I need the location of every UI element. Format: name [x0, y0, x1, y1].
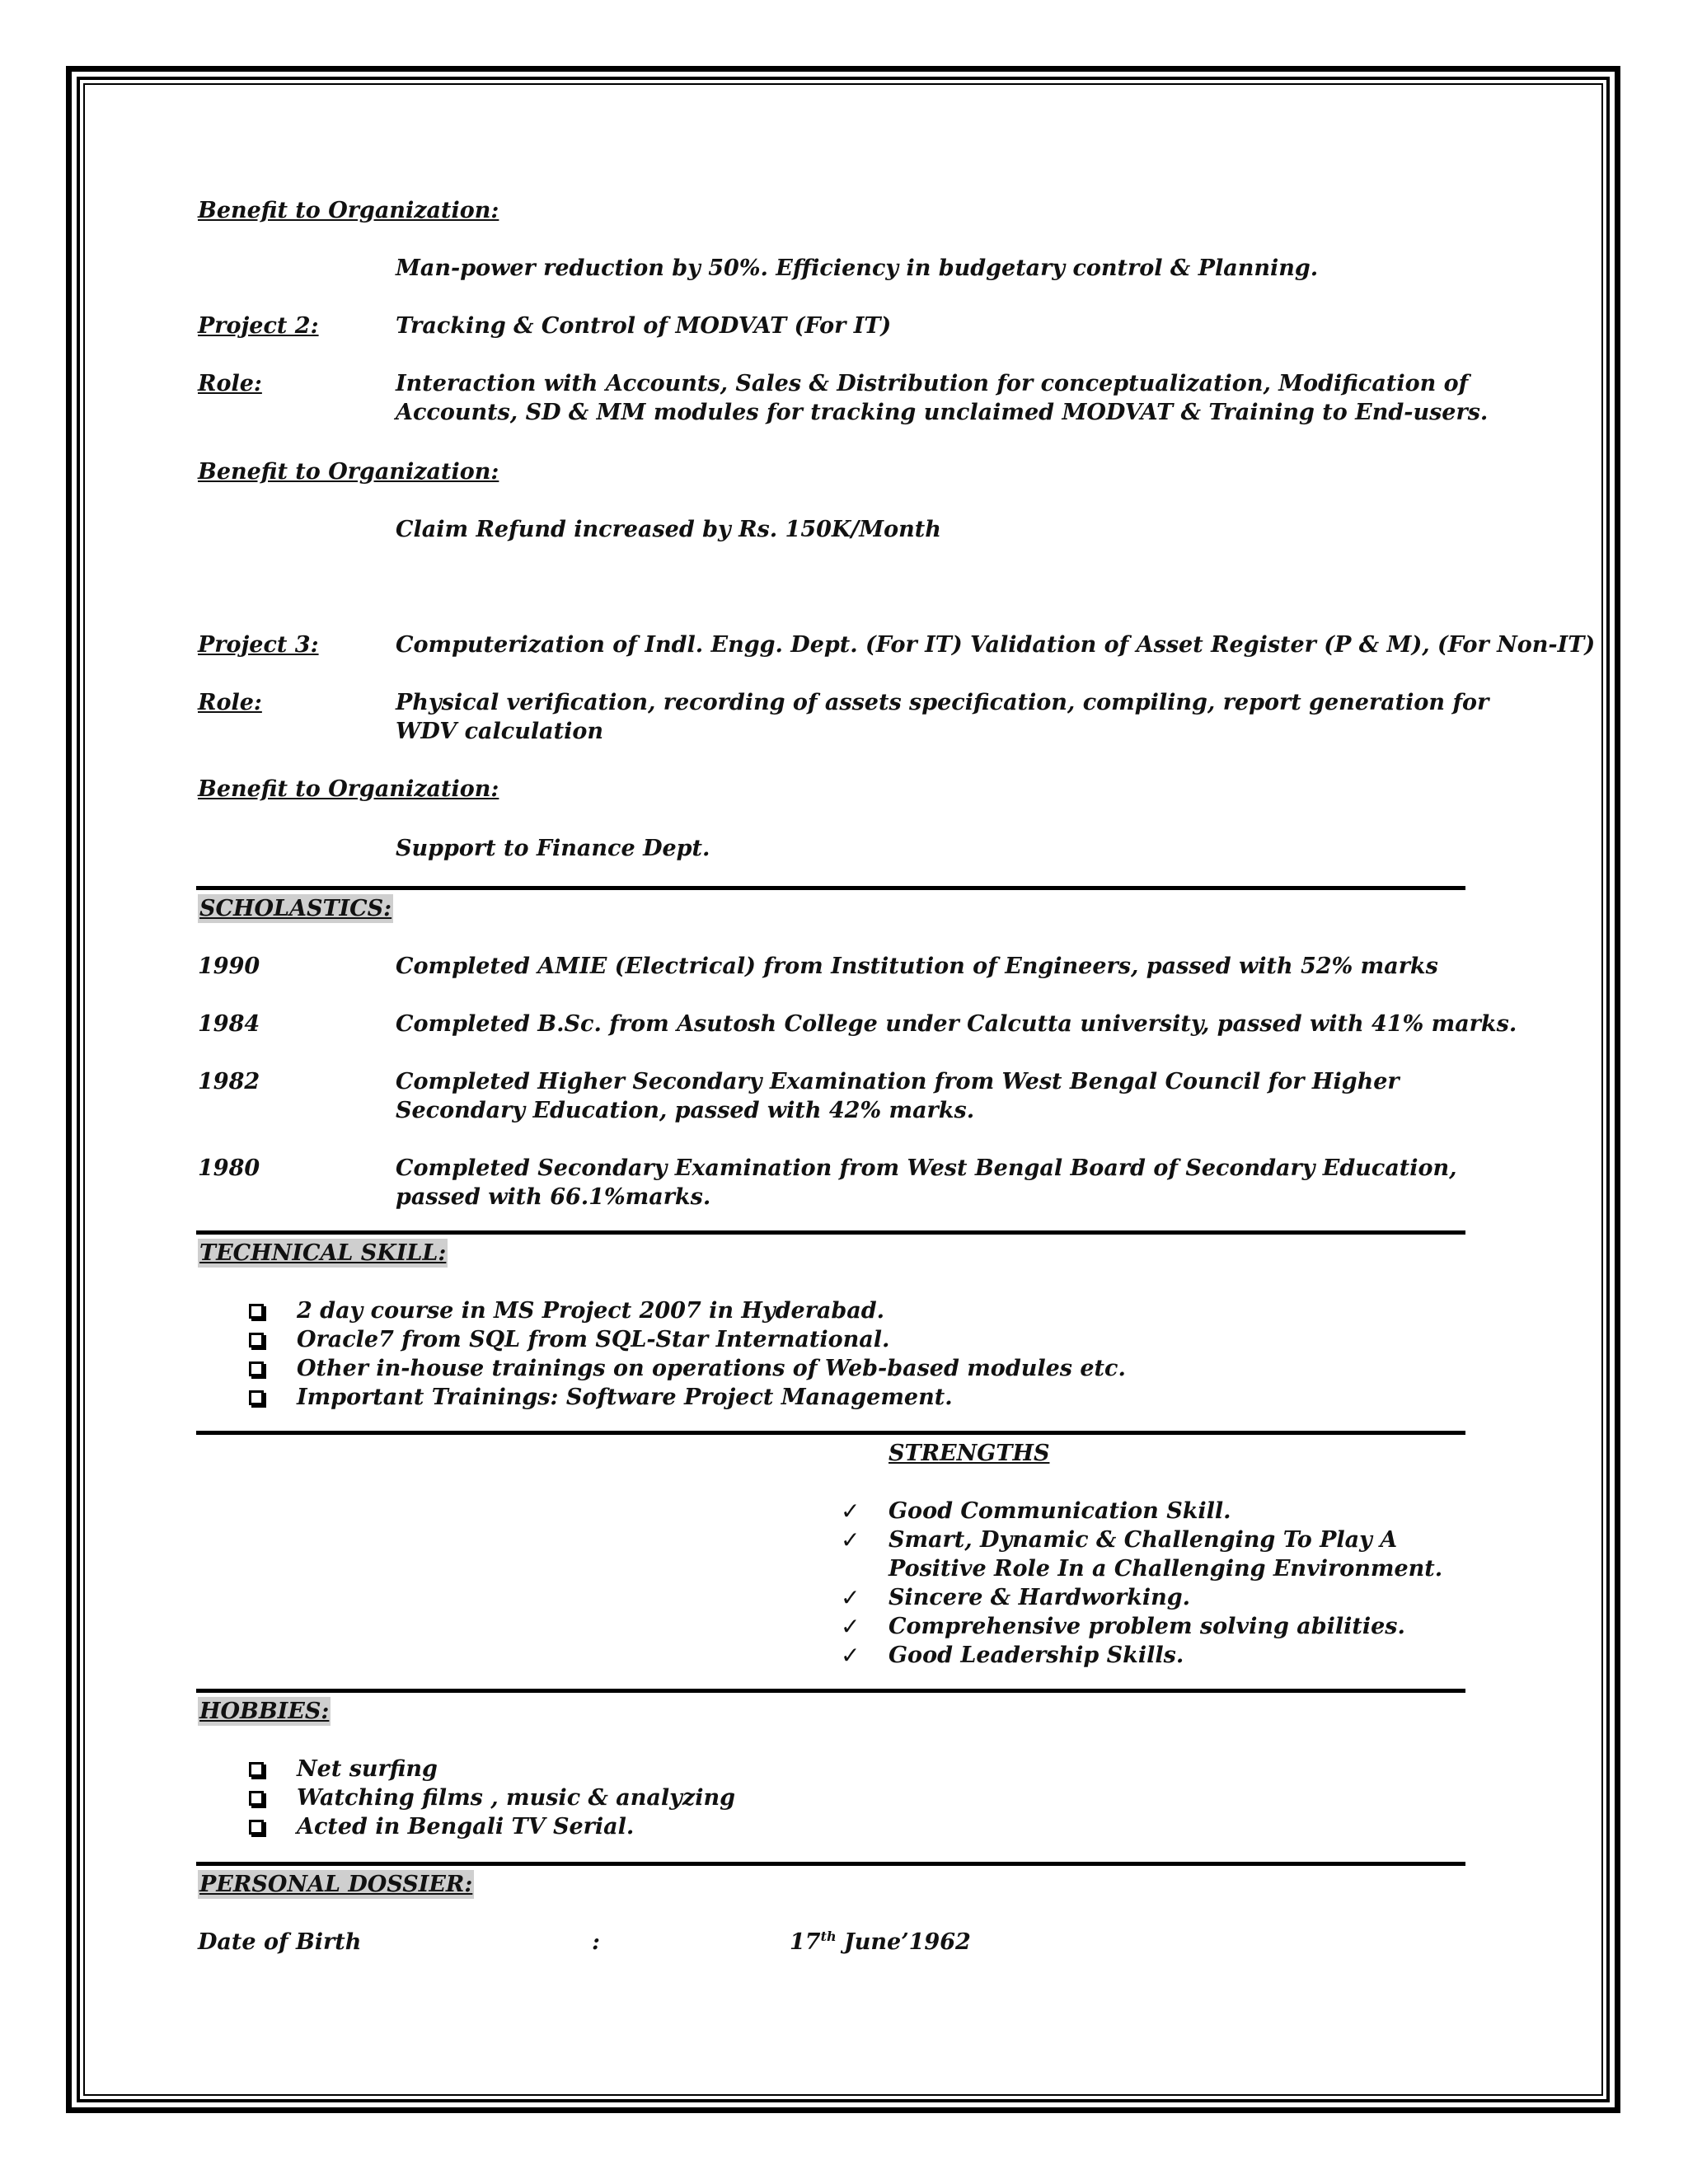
project3-label: Project 3:: [198, 632, 319, 658]
dob-day: 17: [790, 1929, 821, 1955]
hobby-item: Watching films , music & analyzing: [297, 1785, 735, 1811]
project2-label: Project 2:: [198, 313, 319, 339]
divider: [196, 1689, 1465, 1693]
checkmark-icon: ✓: [841, 1584, 860, 1611]
dob-rest: June’1962: [836, 1929, 971, 1955]
strength-item: Comprehensive problem solving abilities.: [889, 1614, 1405, 1639]
divider: [196, 886, 1465, 890]
project3-benefit-text: Support to Finance Dept.: [396, 836, 710, 861]
dob-label: Date of Birth: [198, 1929, 362, 1955]
personal-dossier-heading: PERSONAL DOSSIER:: [199, 1872, 473, 1897]
checkmark-icon: ✓: [841, 1526, 860, 1554]
checkmark-icon: ✓: [841, 1497, 860, 1525]
project2-title: Tracking & Control of MODVAT (For IT): [396, 313, 892, 339]
scholastics-year: 1990: [198, 954, 260, 979]
dob-separator: :: [592, 1929, 600, 1955]
bullet-square-icon: [249, 1304, 264, 1319]
dob-value: [790, 1928, 971, 1957]
technical-skill-heading: TECHNICAL SKILL:: [199, 1240, 447, 1266]
project3-role-text: Physical verification, recording of assets specification, compiling, report generation for WDV calculation: [396, 690, 1489, 744]
scholastics-year: 1982: [198, 1069, 260, 1094]
scholastics-text: Completed Secondary Examination from West Bengal Board of Secondary Education, passed with 66.1%marks.: [396, 1155, 1457, 1210]
project1-benefit-text: Man-power reduction by 50%. Efficiency in budgetary control & Planning.: [396, 255, 1319, 281]
technical-skill-item: Other in-house trainings on operations of Web-based modules etc.: [297, 1356, 1126, 1381]
bullet-square-icon: [249, 1791, 264, 1806]
scholastics-text: Completed B.Sc. from Asutosh College under Calcutta university, passed with 41% marks.: [396, 1011, 1517, 1037]
bullet-square-icon: [249, 1390, 264, 1405]
divider: [196, 1431, 1465, 1435]
bullet-square-icon: [249, 1361, 264, 1376]
hobby-item: Acted in Bengali TV Serial.: [297, 1814, 635, 1840]
scholastics-heading: SCHOLASTICS:: [199, 896, 392, 921]
checkmark-icon: ✓: [841, 1642, 860, 1669]
scholastics-year: 1980: [198, 1155, 260, 1181]
divider: [196, 1862, 1465, 1866]
strength-item: Good Communication Skill.: [889, 1498, 1231, 1524]
bullet-square-icon: [249, 1820, 264, 1835]
scholastics-text: Completed AMIE (Electrical) from Institution of Engineers, passed with 52% marks: [396, 954, 1438, 979]
project2-role-label: Role:: [198, 371, 262, 396]
scholastics-year: 1984: [198, 1011, 260, 1037]
checkmark-icon: ✓: [841, 1613, 860, 1640]
strength-item: Smart, Dynamic & Challenging To Play A Positive Role In a Challenging Environment.: [889, 1527, 1443, 1582]
hobby-item: Net surfing: [297, 1756, 438, 1782]
project2-benefit-text: Claim Refund increased by Rs. 150K/Month: [396, 517, 941, 542]
scholastics-text: Completed Higher Secondary Examination from West Bengal Council for Higher Secondary Education, passed with 42% marks.: [396, 1069, 1400, 1123]
strengths-heading: STRENGTHS: [889, 1441, 1050, 1466]
project3-role-label: Role:: [198, 690, 262, 715]
strength-item: Sincere & Hardworking.: [889, 1585, 1191, 1610]
hobbies-heading: HOBBIES:: [199, 1699, 330, 1724]
technical-skill-item: Oracle7 from SQL from SQL-Star International.: [297, 1327, 890, 1352]
bullet-square-icon: [249, 1762, 264, 1777]
project2-role-text: Interaction with Accounts, Sales & Distribution for conceptualization, Modification of Accounts, SD & MM modules for tracking unclaimed MODVAT & Training to End-users.: [396, 371, 1489, 425]
technical-skill-item: Important Trainings: Software Project Management.: [297, 1385, 953, 1410]
technical-skill-item: 2 day course in MS Project 2007 in Hyderabad.: [297, 1298, 885, 1324]
project1-benefit-label: Benefit to Organization:: [198, 198, 499, 223]
project3-title: Computerization of Indl. Engg. Dept. (For IT) Validation of Asset Register (P & M), (For Non-IT): [396, 632, 1596, 658]
project2-benefit-label: Benefit to Organization:: [198, 459, 499, 485]
strength-item: Good Leadership Skills.: [889, 1643, 1184, 1668]
divider: [196, 1230, 1465, 1235]
project3-benefit-label: Benefit to Organization:: [198, 776, 499, 802]
dob-suffix: th: [820, 1929, 837, 1944]
bullet-square-icon: [249, 1333, 264, 1347]
